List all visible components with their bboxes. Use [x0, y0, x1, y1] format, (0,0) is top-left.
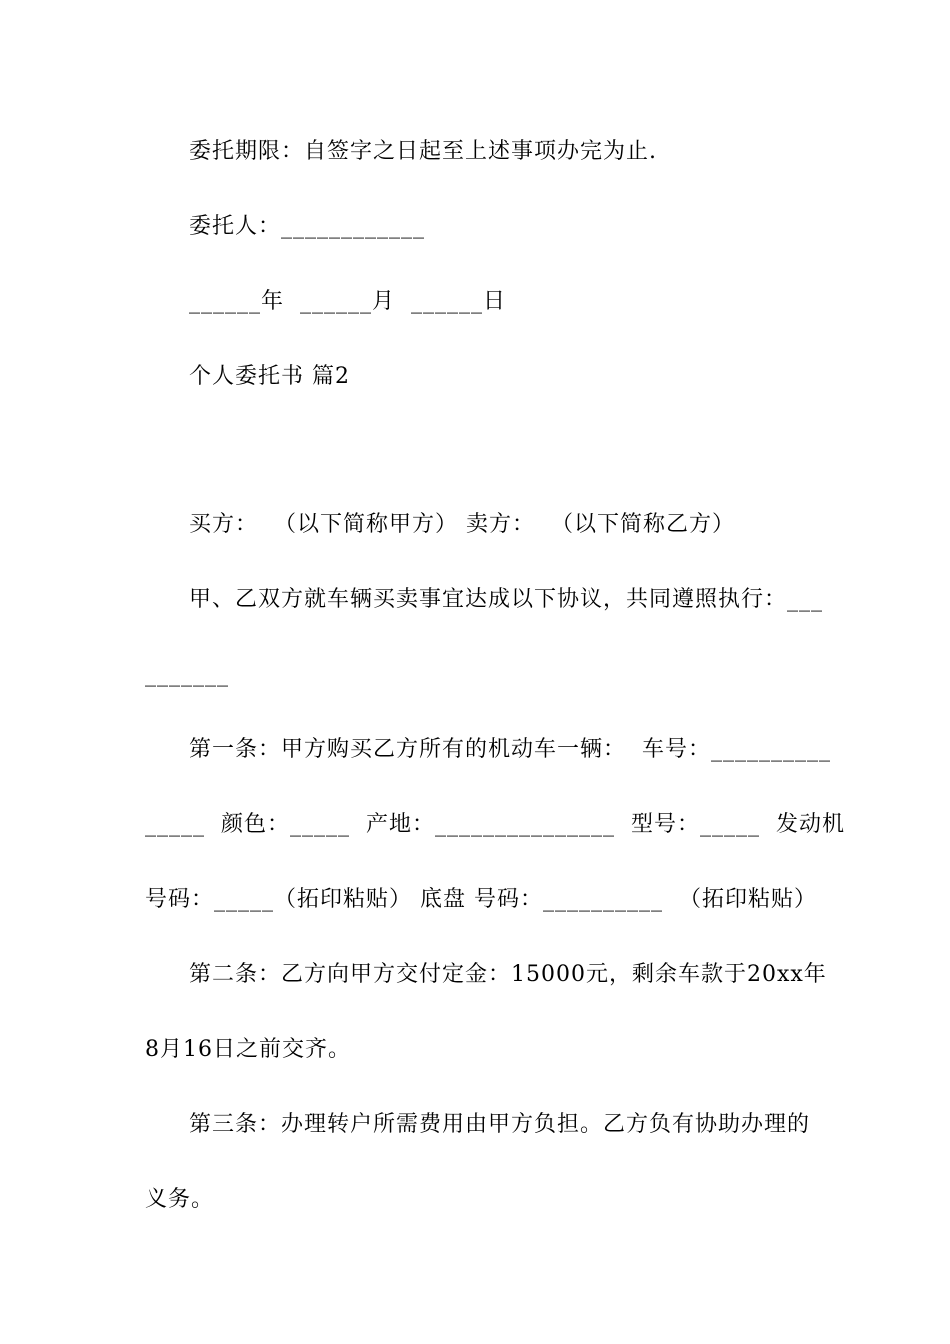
- agreement-intro-continuation: _______: [145, 662, 229, 687]
- article-three-line: 第三条：办理转户所需费用由甲方负担。乙方负有协助办理的: [189, 1112, 811, 1137]
- buyer-seller-line: 买方： （以下简称甲方） 卖方： （以下简称乙方）: [189, 512, 735, 537]
- entrust-period-line: 委托期限：自签字之日起至上述事项办完为止.: [189, 139, 657, 164]
- article-one-numbers-line: 号码：_____（拓印粘贴） 底盘 号码：__________ （拓印粘贴）: [145, 887, 817, 912]
- article-two-continuation: 8月16日之前交齐。: [145, 1037, 351, 1062]
- date-line: ______年 ______月 ______日: [189, 289, 506, 314]
- article-three-continuation: 义务。: [145, 1187, 215, 1212]
- article-one-line: 第一条：甲方购买乙方所有的机动车一辆： 车号：__________: [189, 737, 831, 762]
- section-heading: 个人委托书 篇2: [189, 364, 350, 389]
- article-two-line: 第二条：乙方向甲方交付定金：15000元，剩余车款于20xx年: [189, 962, 827, 987]
- article-one-details-line: _____ 颜色：_____ 产地：_______________ 型号：_____ 发动机: [145, 812, 845, 837]
- principal-signature-line: 委托人：____________: [189, 214, 426, 239]
- agreement-intro-line: 甲、乙双方就车辆买卖事宜达成以下协议，共同遵照执行：___: [189, 587, 824, 612]
